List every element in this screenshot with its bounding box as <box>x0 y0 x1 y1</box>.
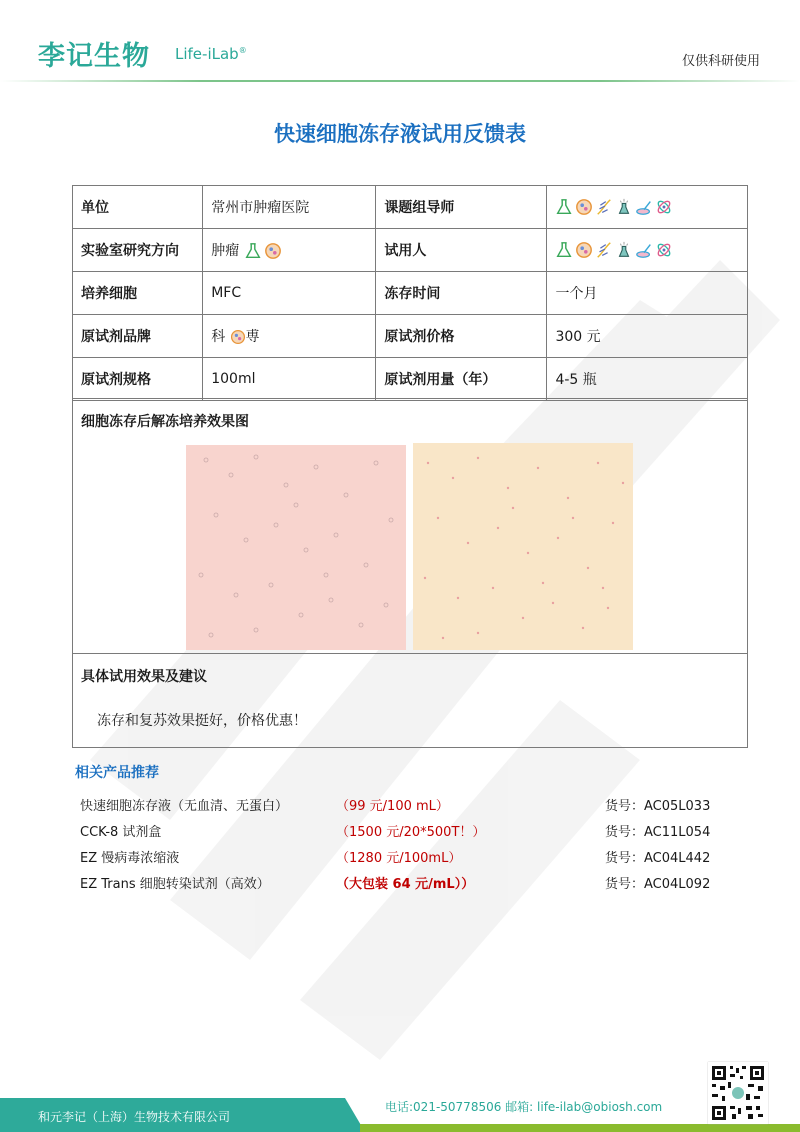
research-direction-text: 肿瘤 <box>211 243 240 259</box>
feedback-text: 冻存和复苏效果挺好，价格优惠！ <box>97 713 307 729</box>
product-code: 货号：AC05L033 <box>605 799 711 814</box>
product-code: 货号：AC11L054 <box>605 825 711 840</box>
label-original-brand: 原试剂品牌 <box>73 315 203 358</box>
label-unit: 单位 <box>73 186 203 229</box>
table-row <box>73 315 748 358</box>
atom-icon <box>655 241 673 259</box>
cell-culture-image-right <box>413 443 633 650</box>
value-research-direction <box>203 229 376 272</box>
label-research-direction: 实验室研究方向 <box>73 229 203 272</box>
product-price: （1280 元/100mL） <box>336 851 462 866</box>
header-divider <box>0 80 800 82</box>
flask-icon <box>555 241 573 259</box>
value-supervisor <box>547 186 748 229</box>
registered-mark: ® <box>238 46 247 55</box>
footer-contact: 电话:021-50778506 邮箱: life-ilab@obiosh.com <box>385 1100 663 1114</box>
footer-green-bar <box>360 1124 800 1132</box>
value-original-brand <box>203 315 376 358</box>
culture-images-panel <box>72 398 748 654</box>
feedback-label: 具体试用效果及建议 <box>81 669 207 685</box>
cell-icon <box>575 198 593 216</box>
petri-dish-icon <box>635 198 653 216</box>
beaker-icon <box>615 198 633 216</box>
table-row <box>73 358 748 401</box>
page-header <box>0 0 800 82</box>
dna-icon <box>595 241 613 259</box>
cell-icon <box>575 241 593 259</box>
product-name: CCK-8 试剂盒 <box>80 825 162 840</box>
label-supervisor: 课题组导师 <box>376 186 547 229</box>
footer-company: 和元李记（上海）生物技术有限公司 <box>38 1110 231 1124</box>
product-name: EZ Trans 细胞转染试剂（高效） <box>80 877 270 892</box>
atom-icon <box>655 198 673 216</box>
label-cultured-cells: 培养细胞 <box>73 272 203 315</box>
product-price: （99 元/100 mL） <box>336 799 449 814</box>
redacted-emoji-icons <box>555 241 673 259</box>
info-table <box>72 185 748 401</box>
flask-icon <box>244 242 262 260</box>
brand-text-part1: 科 <box>211 329 226 345</box>
cell-icon <box>264 242 282 260</box>
cell-culture-image-left <box>186 445 406 650</box>
label-original-spec: 原试剂规格 <box>73 358 203 401</box>
product-name: EZ 慢病毒浓缩液 <box>80 851 180 866</box>
value-annual-usage: 4-5 瓶 <box>547 358 748 401</box>
culture-images-label: 细胞冻存后解冻培养效果图 <box>81 414 249 430</box>
value-trial-user <box>547 229 748 272</box>
product-code: 货号：AC04L092 <box>605 877 711 892</box>
label-trial-user: 试用人 <box>376 229 547 272</box>
research-use-notice: 仅供科研使用 <box>681 54 760 69</box>
label-annual-usage: 原试剂用量（年） <box>376 358 547 401</box>
recommendations-title: 相关产品推荐 <box>75 765 159 781</box>
qr-code-icon <box>708 1062 768 1124</box>
table-row <box>73 186 748 229</box>
redacted-emoji-icons <box>244 242 282 260</box>
brand-text-part2: 尃 <box>245 329 260 345</box>
label-original-price: 原试剂价格 <box>376 315 547 358</box>
brand-name-cn: 李记生物 <box>38 41 150 72</box>
brand-name-en <box>175 45 247 63</box>
value-storage-time: 一个月 <box>547 272 748 315</box>
cell-icon <box>230 329 246 345</box>
redacted-emoji-icons <box>555 198 673 216</box>
product-code: 货号：AC04L442 <box>605 851 711 866</box>
brand-en-text: Life-iLab <box>175 45 239 63</box>
value-cultured-cells: MFC <box>203 272 376 315</box>
table-row <box>73 272 748 315</box>
value-original-spec: 100ml <box>203 358 376 401</box>
flask-icon <box>555 198 573 216</box>
feedback-panel <box>72 653 748 748</box>
value-original-price: 300 元 <box>547 315 748 358</box>
page-title: 快速细胞冻存液试用反馈表 <box>274 122 526 146</box>
label-storage-time: 冻存时间 <box>376 272 547 315</box>
product-price: （大包装 64 元/mL）） <box>336 877 475 892</box>
beaker-icon <box>615 241 633 259</box>
product-price: （1500 元/20*500T！） <box>336 825 486 840</box>
value-unit: 常州市肿瘤医院 <box>203 186 376 229</box>
dna-icon <box>595 198 613 216</box>
petri-dish-icon <box>635 241 653 259</box>
table-row <box>73 229 748 272</box>
product-name: 快速细胞冻存液（无血清、无蛋白） <box>80 799 289 814</box>
